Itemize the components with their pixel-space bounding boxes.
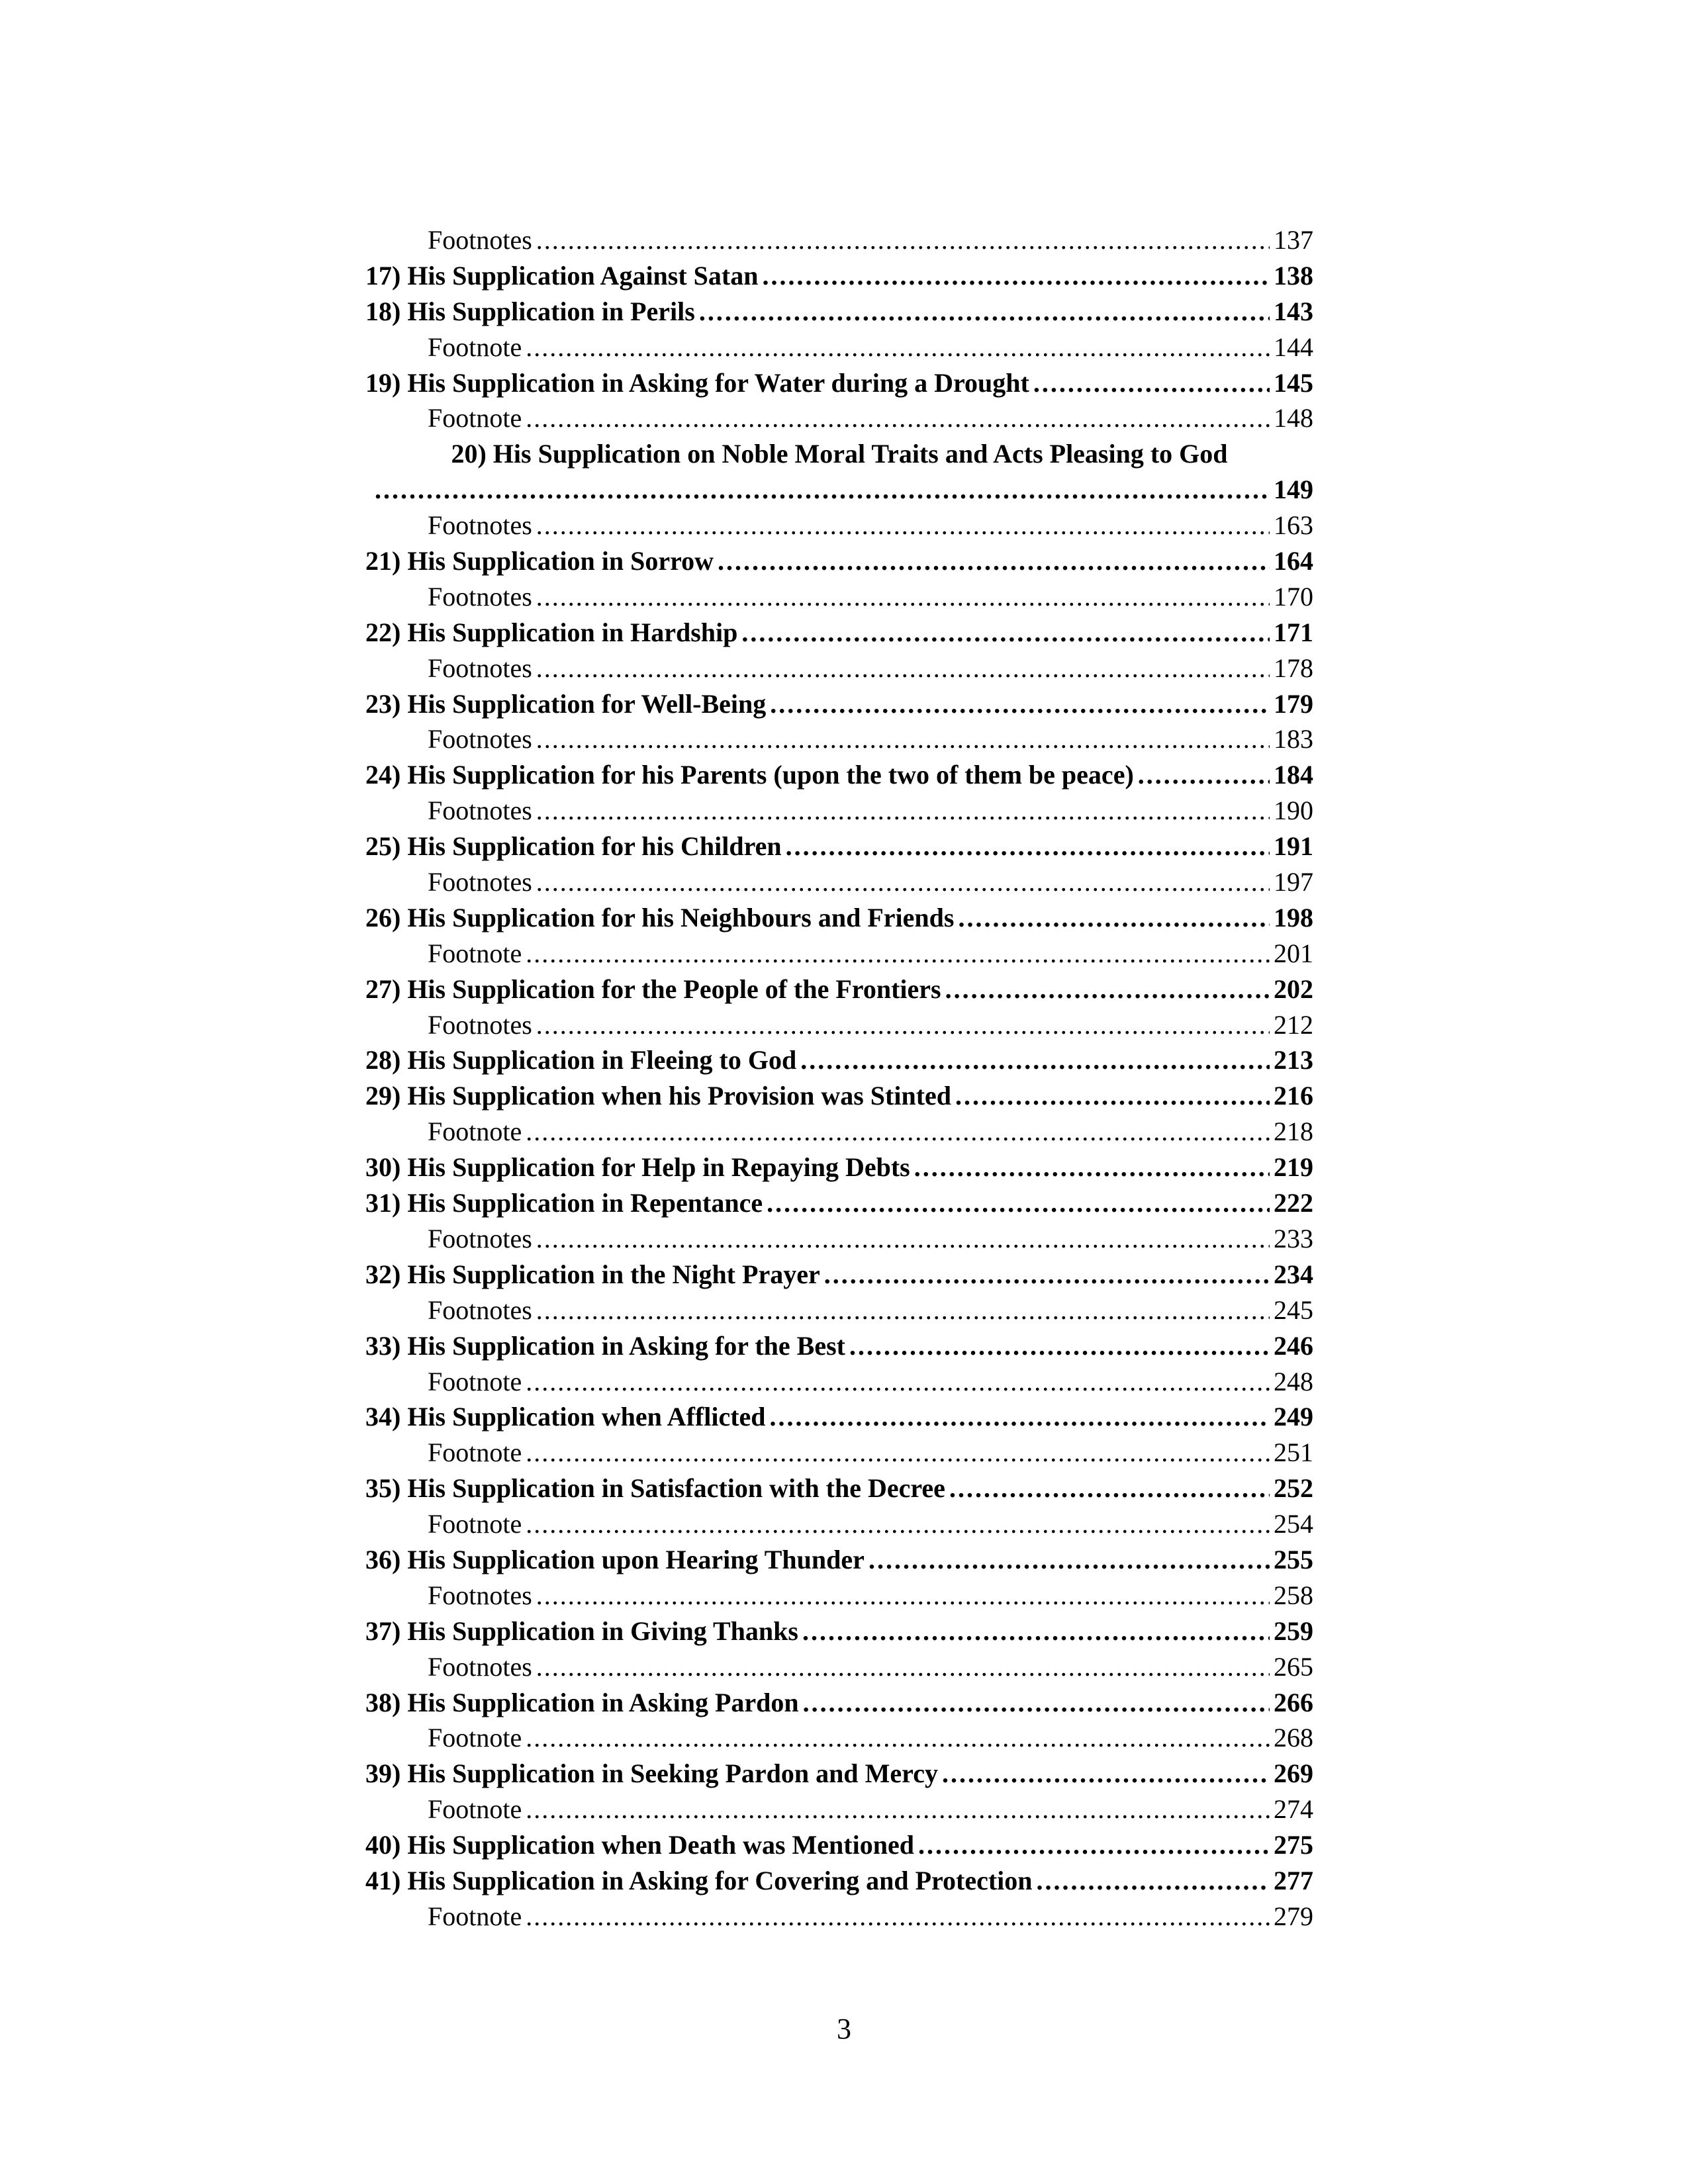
dot-leader [526, 1506, 1270, 1542]
toc-chapter-entry[interactable] [365, 972, 1313, 1007]
toc-footnote-entry[interactable] [365, 721, 1313, 757]
dot-leader [526, 330, 1270, 365]
toc-entry-label: Footnotes [428, 1295, 532, 1325]
toc-chapter-entry[interactable] [365, 258, 1313, 294]
dot-leader [536, 1221, 1270, 1257]
toc-entry-page: 248 [1274, 1366, 1313, 1396]
dot-leader [763, 258, 1270, 294]
table-of-contents [365, 222, 1313, 1934]
toc-entry-label: Footnotes [428, 867, 532, 897]
toc-entry-continuation[interactable] [365, 472, 1313, 508]
dot-leader [536, 1007, 1270, 1043]
toc-chapter-entry[interactable] [365, 1614, 1313, 1649]
toc-entry-label: Footnotes [428, 581, 532, 612]
toc-entry-page: 216 [1274, 1081, 1313, 1111]
toc-entry-label: Footnote [428, 332, 522, 362]
toc-footnote-entry[interactable] [365, 508, 1313, 543]
dot-leader [536, 1578, 1270, 1614]
toc-footnote-entry[interactable] [365, 1364, 1313, 1400]
toc-entry-label: 36) His Supplication upon Hearing Thunder [365, 1544, 865, 1574]
toc-entry-page: 148 [1274, 403, 1313, 433]
toc-entry-page: 219 [1274, 1152, 1313, 1183]
dot-leader [949, 1471, 1270, 1506]
toc-entry-label: Footnote [428, 403, 522, 433]
toc-chapter-entry[interactable] [365, 615, 1313, 651]
toc-entry-title[interactable] [365, 436, 1313, 472]
toc-entry-label: 20) His Supplication on Noble Moral Traits and Acts Pleasing to God [451, 439, 1228, 469]
toc-entry-page: 149 [1274, 475, 1313, 505]
toc-footnote-entry[interactable] [365, 330, 1313, 365]
toc-entry-label: Footnotes [428, 1651, 532, 1682]
toc-entry-page: 197 [1274, 867, 1313, 897]
dot-leader [770, 686, 1270, 722]
dot-leader [1033, 365, 1270, 401]
toc-entry-page: 171 [1274, 617, 1313, 647]
dot-leader [800, 1042, 1270, 1078]
toc-entry-label: Footnote [428, 1723, 522, 1753]
toc-footnote-entry[interactable] [365, 651, 1313, 686]
dot-leader [536, 651, 1270, 686]
toc-entry-label: Footnote [428, 1437, 522, 1468]
toc-chapter-entry[interactable] [365, 543, 1313, 579]
dot-leader [849, 1328, 1270, 1364]
toc-entry-label: Footnotes [428, 225, 532, 255]
toc-entry-label: Footnotes [428, 1223, 532, 1253]
dot-leader [945, 972, 1270, 1007]
toc-entry-page: 269 [1274, 1758, 1313, 1789]
toc-entry-label: 18) His Supplication in Perils [365, 296, 695, 326]
toc-entry-label: 40) His Supplication when Death was Mentioned [365, 1830, 914, 1860]
toc-entry-label: 38) His Supplication in Asking Pardon [365, 1687, 799, 1717]
dot-leader [536, 1649, 1270, 1685]
toc-entry-page: 190 [1274, 796, 1313, 826]
dot-leader [526, 1720, 1270, 1756]
toc-footnote-entry[interactable] [365, 1221, 1313, 1257]
dot-leader [824, 1257, 1270, 1293]
dot-leader [741, 615, 1270, 651]
dot-leader [718, 543, 1270, 579]
dot-leader [526, 1364, 1270, 1400]
dot-leader [955, 1078, 1270, 1114]
toc-entry-page: 170 [1274, 581, 1313, 612]
page-number: 3 [837, 2013, 851, 2045]
toc-entry-page: 222 [1274, 1188, 1313, 1218]
dot-leader [770, 1399, 1270, 1435]
toc-entry-label: 30) His Supplication for Help in Repaying Debts [365, 1152, 910, 1183]
toc-entry-label: 25) His Supplication for his Children [365, 831, 782, 862]
toc-footnote-entry[interactable] [365, 1649, 1313, 1685]
dot-leader [536, 864, 1270, 900]
toc-entry-label: Footnotes [428, 1009, 532, 1040]
toc-chapter-entry[interactable] [365, 686, 1313, 722]
dot-leader [786, 829, 1270, 864]
toc-entry-label: Footnote [428, 1901, 522, 1931]
dot-leader [536, 721, 1270, 757]
toc-chapter-entry[interactable] [365, 1542, 1313, 1578]
toc-entry-label: 31) His Supplication in Repentance [365, 1188, 763, 1218]
toc-entry-page: 145 [1274, 367, 1313, 398]
dot-leader [526, 1792, 1270, 1827]
toc-entry-page: 234 [1274, 1259, 1313, 1289]
dot-leader [536, 1293, 1270, 1328]
toc-entry-page: 249 [1274, 1402, 1313, 1432]
toc-footnote-entry[interactable] [365, 1506, 1313, 1542]
dot-leader [914, 1150, 1270, 1185]
toc-entry-label: Footnote [428, 938, 522, 968]
toc-entry-label: 28) His Supplication in Fleeing to God [365, 1045, 797, 1075]
dot-leader [536, 579, 1270, 615]
toc-entry-label: 24) His Supplication for his Parents (upon the two of them be peace) [365, 760, 1134, 790]
toc-chapter-entry[interactable] [365, 900, 1313, 936]
dot-leader [526, 936, 1270, 972]
toc-chapter-entry[interactable] [365, 1150, 1313, 1185]
toc-entry-page: 179 [1274, 688, 1313, 719]
toc-entry-label: 21) His Supplication in Sorrow [365, 546, 714, 576]
toc-chapter-entry[interactable] [365, 365, 1313, 401]
toc-entry-page: 245 [1274, 1295, 1313, 1325]
toc-entry-page: 266 [1274, 1687, 1313, 1717]
toc-chapter-entry[interactable] [365, 1863, 1313, 1899]
toc-entry-label: Footnotes [428, 796, 532, 826]
toc-chapter-entry[interactable] [365, 829, 1313, 864]
toc-entry-page: 233 [1274, 1223, 1313, 1253]
toc-footnote-entry[interactable] [365, 1435, 1313, 1471]
toc-entry-label: Footnote [428, 1794, 522, 1825]
toc-entry-label: 41) His Supplication in Asking for Covering and Protection [365, 1865, 1033, 1895]
dot-leader [918, 1827, 1270, 1863]
toc-entry-label: 27) His Supplication for the People of the Frontiers [365, 974, 941, 1004]
toc-footnote-entry[interactable] [365, 1792, 1313, 1827]
toc-entry-page: 201 [1274, 938, 1313, 968]
toc-entry-label: 34) His Supplication when Afflicted [365, 1402, 766, 1432]
dot-leader [526, 1899, 1270, 1934]
toc-entry-label: 33) His Supplication in Asking for the Best [365, 1330, 845, 1361]
dot-leader [942, 1756, 1270, 1792]
toc-entry-label: 37) His Supplication in Giving Thanks [365, 1615, 798, 1646]
toc-footnote-entry[interactable] [365, 400, 1313, 436]
toc-footnote-entry[interactable] [365, 1007, 1313, 1043]
toc-entry-page: 259 [1274, 1615, 1313, 1646]
dot-leader [375, 472, 1270, 508]
dot-leader [958, 900, 1270, 936]
toc-entry-label: Footnote [428, 1116, 522, 1147]
toc-footnote-entry[interactable] [365, 1899, 1313, 1934]
toc-entry-page: 251 [1274, 1437, 1313, 1468]
toc-entry-page: 277 [1274, 1865, 1313, 1895]
toc-entry-page: 213 [1274, 1045, 1313, 1075]
toc-entry-page: 202 [1274, 974, 1313, 1004]
toc-footnote-entry[interactable] [365, 864, 1313, 900]
toc-entry-label: Footnotes [428, 653, 532, 683]
toc-entry-page: 255 [1274, 1544, 1313, 1574]
toc-chapter-entry[interactable] [365, 1471, 1313, 1506]
toc-footnote-entry[interactable] [365, 936, 1313, 972]
toc-entry-label: 23) His Supplication for Well-Being [365, 688, 767, 719]
toc-entry-page: 254 [1274, 1509, 1313, 1539]
dot-leader [1037, 1863, 1270, 1899]
toc-entry-label: 22) His Supplication in Hardship [365, 617, 738, 647]
toc-chapter-entry[interactable] [365, 1257, 1313, 1293]
toc-footnote-entry[interactable] [365, 1114, 1313, 1150]
toc-footnote-entry[interactable] [365, 1720, 1313, 1756]
dot-leader [767, 1185, 1270, 1221]
dot-leader [536, 508, 1270, 543]
toc-footnote-entry[interactable] [365, 579, 1313, 615]
dot-leader [699, 294, 1270, 330]
toc-entry-label: Footnotes [428, 510, 532, 541]
toc-entry-label: Footnotes [428, 724, 532, 754]
toc-chapter-entry[interactable] [365, 1328, 1313, 1364]
toc-chapter-entry[interactable] [365, 1685, 1313, 1721]
toc-chapter-entry[interactable] [365, 294, 1313, 330]
toc-footnote-entry[interactable] [365, 222, 1313, 258]
toc-chapter-entry[interactable] [365, 1078, 1313, 1114]
toc-entry-label: 35) His Supplication in Satisfaction with the Decree [365, 1473, 945, 1504]
toc-entry-page: 265 [1274, 1651, 1313, 1682]
toc-chapter-entry[interactable] [365, 1756, 1313, 1792]
toc-entry-label: 26) His Supplication for his Neighbours and Friends [365, 902, 955, 933]
toc-entry-label: 17) His Supplication Against Satan [365, 260, 759, 291]
toc-entry-page: 178 [1274, 653, 1313, 683]
dot-leader [526, 1114, 1270, 1150]
toc-chapter-entry[interactable] [365, 1185, 1313, 1221]
toc-entry-page: 275 [1274, 1830, 1313, 1860]
toc-entry-label: Footnote [428, 1509, 522, 1539]
toc-entry-page: 258 [1274, 1580, 1313, 1610]
toc-entry-page: 198 [1274, 902, 1313, 933]
toc-entry-page: 137 [1274, 225, 1313, 255]
dot-leader [536, 793, 1270, 829]
toc-entry-page: 144 [1274, 332, 1313, 362]
toc-entry-page: 252 [1274, 1473, 1313, 1504]
toc-entry-page: 246 [1274, 1330, 1313, 1361]
toc-entry-page: 183 [1274, 724, 1313, 754]
toc-chapter-entry[interactable] [365, 757, 1313, 793]
dot-leader [868, 1542, 1270, 1578]
toc-entry-label: 19) His Supplication in Asking for Water during a Drought [365, 367, 1029, 398]
toc-entry-page: 268 [1274, 1723, 1313, 1753]
toc-entry-page: 212 [1274, 1009, 1313, 1040]
dot-leader [526, 1435, 1270, 1471]
toc-footnote-entry[interactable] [365, 793, 1313, 829]
toc-footnote-entry[interactable] [365, 1578, 1313, 1614]
toc-chapter-entry[interactable] [365, 1399, 1313, 1435]
toc-entry-page: 164 [1274, 546, 1313, 576]
toc-entry-label: 39) His Supplication in Seeking Pardon and Mercy [365, 1758, 938, 1789]
toc-entry-page: 218 [1274, 1116, 1313, 1147]
dot-leader [536, 222, 1270, 258]
dot-leader [1138, 757, 1270, 793]
toc-entry-label: Footnote [428, 1366, 522, 1396]
toc-chapter-entry[interactable] [365, 1042, 1313, 1078]
toc-entry-page: 274 [1274, 1794, 1313, 1825]
toc-entry-label: 29) His Supplication when his Provision was Stinted [365, 1081, 952, 1111]
toc-entry-page: 163 [1274, 510, 1313, 541]
dot-leader [803, 1685, 1270, 1721]
toc-chapter-entry[interactable] [365, 1827, 1313, 1863]
toc-entry-page: 184 [1274, 760, 1313, 790]
toc-entry-page: 143 [1274, 296, 1313, 326]
toc-footnote-entry[interactable] [365, 1293, 1313, 1328]
toc-entry-page: 138 [1274, 260, 1313, 291]
toc-entry-page: 279 [1274, 1901, 1313, 1931]
toc-entry-label: 32) His Supplication in the Night Prayer [365, 1259, 820, 1289]
toc-entry-page: 191 [1274, 831, 1313, 862]
dot-leader [802, 1614, 1270, 1649]
dot-leader [526, 400, 1270, 436]
toc-entry-label: Footnotes [428, 1580, 532, 1610]
